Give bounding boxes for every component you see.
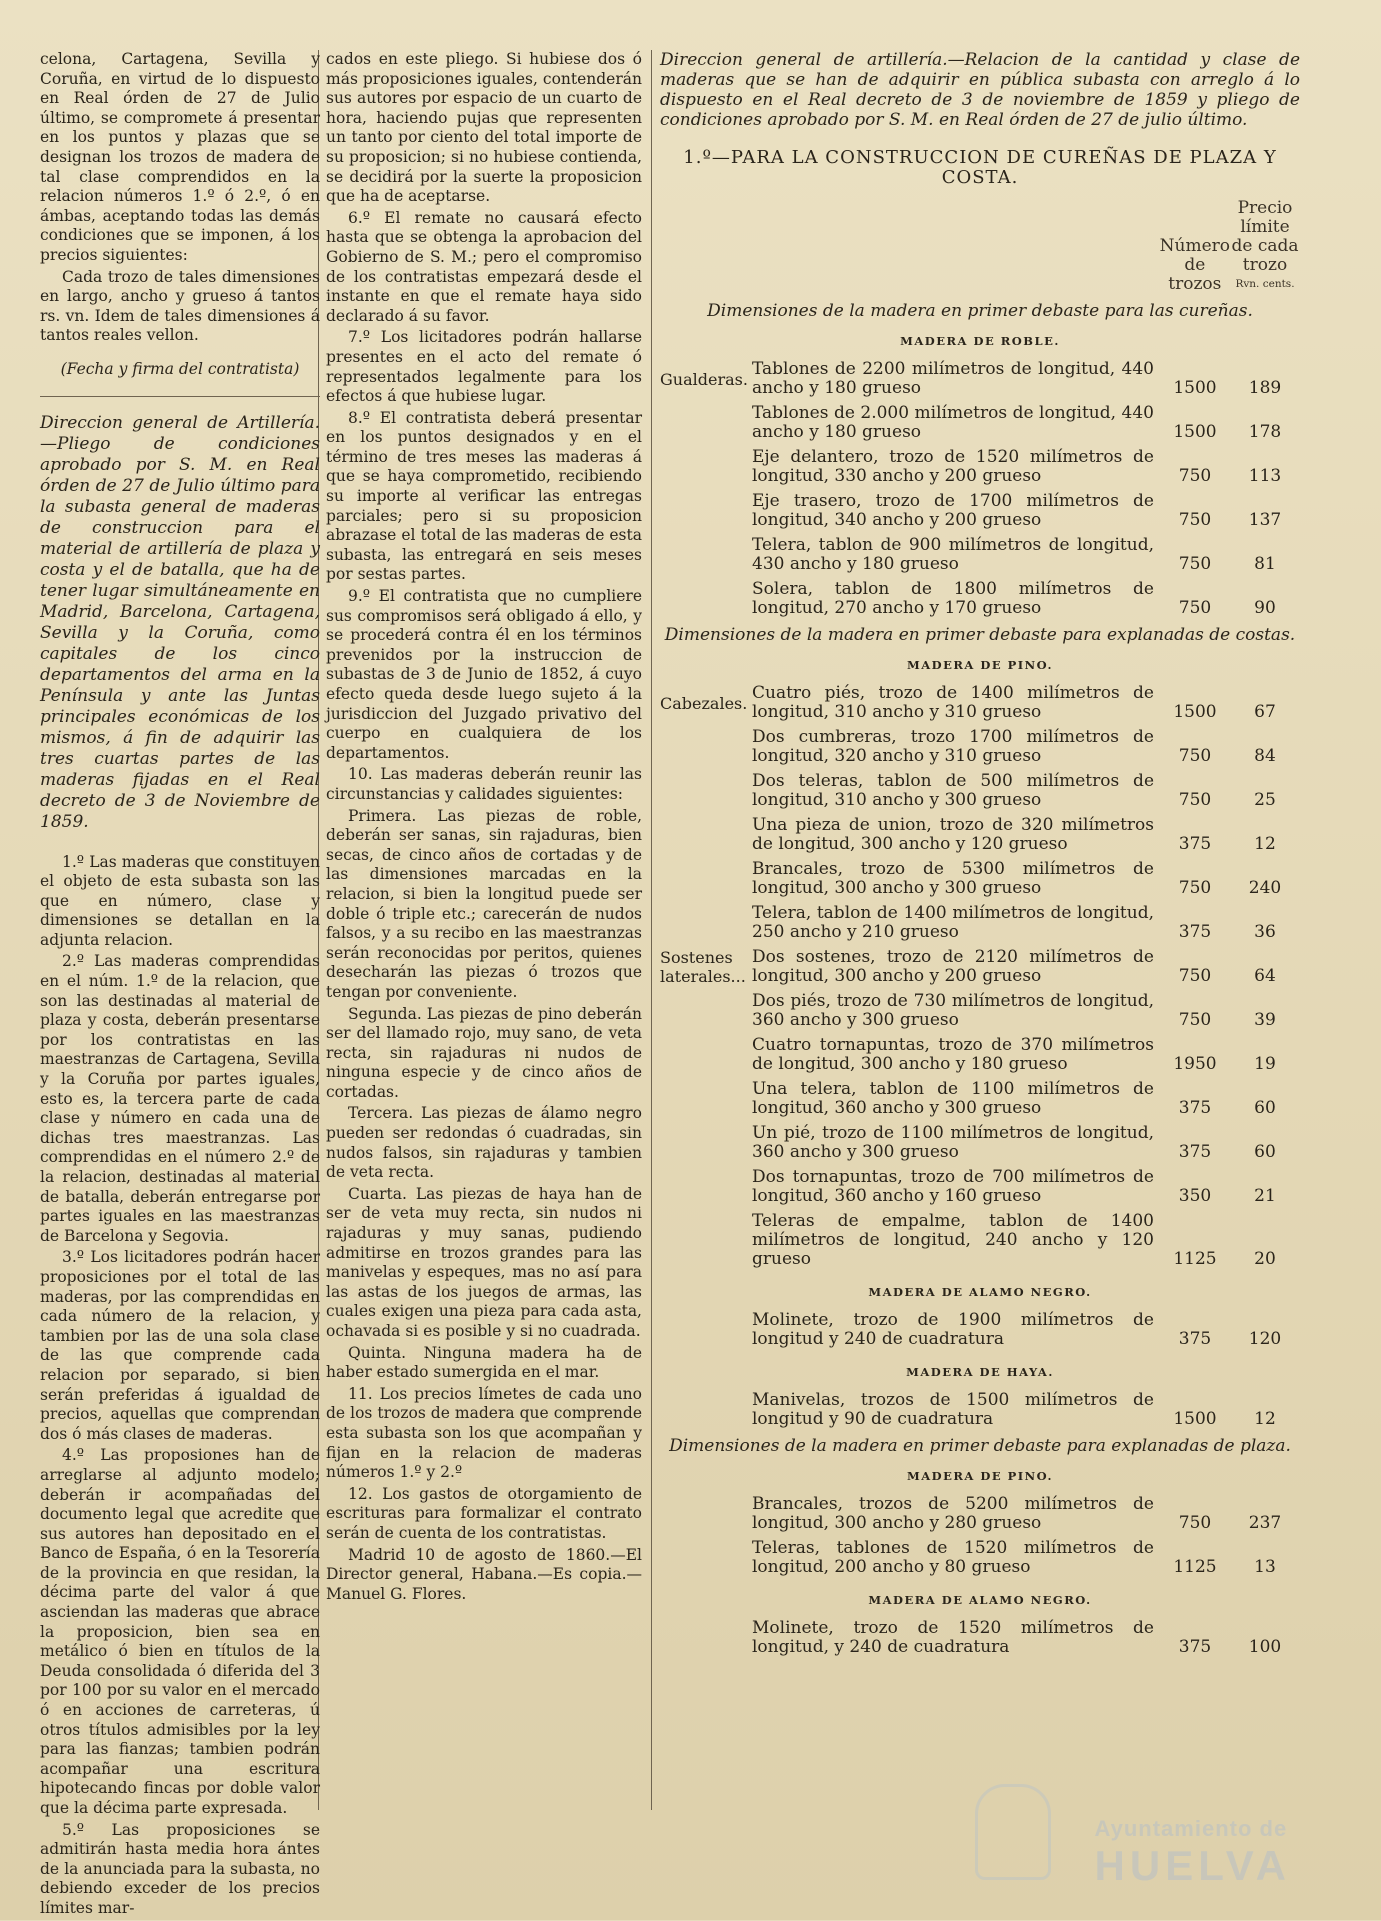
row-group xyxy=(660,1536,752,1580)
clause-paragraph: 3.º Los licitadores podrán hacer proposiciones por el total de las maderas, por las comprendidas en cada número de la relacion, y tambien por las de una sola clase de las que comprende cada relacion por separado, si bien serán preferidas á igualdad de precios, aquellas que comprendan dos ó más clases de maderas. xyxy=(40,1248,320,1443)
row-price: 189 xyxy=(1248,378,1282,398)
signature-line: (Fecha y firma del contratista) xyxy=(60,359,300,378)
row-num: 750 xyxy=(1178,466,1212,486)
column-right xyxy=(660,50,1300,1660)
row-group xyxy=(660,1033,752,1077)
row-num: 750 xyxy=(1178,598,1212,618)
table-row xyxy=(660,1165,1300,1209)
row-group xyxy=(660,1077,752,1121)
row-num: 375 xyxy=(1178,834,1212,854)
row-num: 350 xyxy=(1178,1186,1212,1206)
row-num: 750 xyxy=(1178,1513,1212,1533)
row-price: 12 xyxy=(1254,1409,1276,1429)
row-desc: Dos tornapuntas, trozo de 700 milímetros de longitud, 360 ancho y 160 grueso xyxy=(752,1167,1154,1206)
row-price: 39 xyxy=(1254,1010,1276,1030)
block-subtitle: Dimensiones de la madera en primer debaste para las cureñas. xyxy=(707,301,1253,321)
clause-paragraph: 7.º Los licitadores podrán hallarse presentes en el acto del remate ó representados legalmente para los efectos á que hubiese lugar. xyxy=(326,328,642,406)
table-row xyxy=(660,945,1300,989)
row-price: 178 xyxy=(1248,422,1282,442)
clause-paragraph: 8.º El contratista deberá presentar en los puntos designados y en el término de tres meses las maderas á que se haya comprometido, recibiendo su importe al verificar las entregas parciales; pero si su proposicion abrazase el total de las maderas de esta subasta, las entregará en seis meses por sestas partes. xyxy=(326,408,642,584)
header-precio xyxy=(1230,196,1300,297)
row-group xyxy=(660,577,752,621)
row-price: 36 xyxy=(1254,922,1276,942)
row-num: 1500 xyxy=(1173,422,1217,442)
row-price: 84 xyxy=(1254,746,1276,766)
row-desc: Eje trasero, trozo de 1700 milímetros de longitud, 340 ancho y 200 grueso xyxy=(752,491,1154,530)
row-num: 1500 xyxy=(1173,702,1217,722)
row-price: 100 xyxy=(1248,1637,1282,1657)
row-group xyxy=(660,1616,752,1660)
row-num: 375 xyxy=(1178,1142,1212,1162)
row-group xyxy=(660,1492,752,1536)
row-num: 1950 xyxy=(1173,1054,1217,1074)
header-units: Rvn. cents. xyxy=(1235,278,1295,290)
row-desc: Teleras de empalme, tablon de 1400 milímetros de longitud, 240 ancho y 120 grueso xyxy=(752,1211,1154,1269)
row-desc: Tablones de 2200 milímetros de longitud, 440 ancho y 180 grueso xyxy=(752,359,1154,398)
watermark xyxy=(1095,1816,1291,1890)
row-desc: Telera, tablon de 1400 milímetros de longitud, 250 ancho y 210 grueso xyxy=(752,903,1154,942)
row-price: 64 xyxy=(1254,966,1276,986)
closing-signature: Madrid 10 de agosto de 1860.—El Director general, Habana.—Es copia.—Manuel G. Flores. xyxy=(326,1545,642,1603)
table-row xyxy=(660,489,1300,533)
clause-paragraph: 12. Los gastos de otorgamiento de escrituras para formalizar el contrato serán de cuenta de los contratistas. xyxy=(326,1484,642,1542)
row-num: 1125 xyxy=(1173,1249,1217,1269)
clause-paragraph: Tercera. Las piezas de álamo negro pueden ser redondas ó cuadradas, sin nudos falsos, sin rajaduras y tambien de veta recta. xyxy=(326,1104,642,1182)
header-numero: Número de trozos xyxy=(1159,236,1230,294)
wood-table xyxy=(660,357,1300,621)
clause-paragraph: 11. Los precios límetes de cada uno de los trozos de madera que comprende esta subasta son los que acompañan y fijan en la relacion de maderas números 1.º y 2.º xyxy=(326,1384,642,1482)
wood-table xyxy=(660,1492,1300,1580)
row-desc: Brancales, trozo de 5300 milímetros de longitud, 300 ancho y 300 grueso xyxy=(752,859,1154,898)
row-price: 237 xyxy=(1248,1513,1282,1533)
table-row xyxy=(660,401,1300,445)
table-row xyxy=(660,1492,1300,1536)
table-row xyxy=(660,1536,1300,1580)
row-price: 137 xyxy=(1248,510,1282,530)
row-price: 81 xyxy=(1254,554,1276,574)
table-row xyxy=(660,445,1300,489)
row-price: 240 xyxy=(1248,878,1282,898)
row-desc: Una pieza de union, trozo de 320 milímetros de longitud, 300 ancho y 120 grueso xyxy=(752,815,1154,854)
row-group xyxy=(660,489,752,533)
row-price: 13 xyxy=(1254,1557,1276,1577)
row-num: 750 xyxy=(1178,1010,1212,1030)
intro-paragraph: celona, Cartagena, Sevilla y Coruña, en virtud de lo dispuesto en Real órden de 27 de Julio último, se compromete á presentar en los puntos y plazas que se designan los trozos de madera de tal clase comprendidos en la relacion números 1.º ó 2.º, ó en ámbas, aceptando todas las demás condiciones que se imponen, á los precios siguientes: xyxy=(40,50,320,264)
row-num: 750 xyxy=(1178,746,1212,766)
clause-paragraph: Cuarta. Las piezas de haya han de ser de veta muy recta, sin nudos ni rajaduras y muy sanas, pudiendo admitirse en trozos grandes para las manivelas y espeques, mas no así para las astas de los juegos de armas, las cuales exigen una pieza para cada asta, ochavada si es posible y si no cuadrada. xyxy=(326,1184,642,1340)
wood-type: MADERA DE ALAMO NEGRO. xyxy=(868,1593,1092,1607)
row-num: 750 xyxy=(1178,966,1212,986)
row-group xyxy=(660,401,752,445)
wood-type: MADERA DE ALAMO NEGRO. xyxy=(868,1285,1092,1299)
wood-table xyxy=(660,1308,1300,1352)
row-price: 12 xyxy=(1254,834,1276,854)
row-desc: Un pié, trozo de 1100 milímetros de longitud, 360 ancho y 300 grueso xyxy=(752,1123,1154,1162)
block-subtitle: Dimensiones de la madera en primer debaste para explanadas de plaza. xyxy=(669,1436,1291,1456)
wood-type: MADERA DE ROBLE. xyxy=(900,334,1060,348)
row-group: Sostenes laterales... xyxy=(660,948,746,986)
notice-title: Direccion general de Artillería.—Pliego de condiciones aprobado por S. M. en Real órden de 27 de Julio último para la subasta general de maderas de construccion para el material de artillería de plaza y costa y el de batalla, que ha de tener lugar simultáneamente en Madrid, Barcelona, Cartagena, Sevilla y la Coruña, como capitales de los cinco departamentos del arma en la Península y ante las Juntas principales económicas de los mismos, á fin de adquirir las tres cuartas partes de las maderas fijadas en el Real decreto de 3 de Noviembre de 1859. xyxy=(40,412,320,832)
row-group xyxy=(660,1121,752,1165)
clause-paragraph: Primera. Las piezas de roble, deberán ser sanas, sin rajaduras, bien secas, de cinco años de cortadas y de las dimensiones marcadas en la relacion, si bien la longitud puede ser doble ó triple etc.; carecerán de nudos falsos, y a su recibo en las maestranzas serán reconocidas por peritos, quienes desecharán las piezas ó trozos que tengan por conveniente. xyxy=(326,806,642,1001)
row-group xyxy=(660,1388,752,1432)
row-group xyxy=(660,989,752,1033)
row-price: 60 xyxy=(1254,1142,1276,1162)
row-desc: Solera, tablon de 1800 milímetros de longitud, 270 ancho y 170 grueso xyxy=(752,579,1154,618)
table-row xyxy=(660,1121,1300,1165)
clause-paragraph: 10. Las maderas deberán reunir las circunstancias y calidades siguientes: xyxy=(326,765,642,803)
clause-paragraph: 6.º El remate no causará efecto hasta que se obtenga la aprobacion del Gobierno de S. M.; pero el compromiso de los contratistas empezará desde el instante en que el remate haya sido declarado á su favor. xyxy=(326,208,642,325)
clause-paragraph: Quinta. Ninguna madera ha de haber estado sumergida en el mar. xyxy=(326,1343,642,1382)
table-row xyxy=(660,1077,1300,1121)
wood-table xyxy=(660,1616,1300,1660)
row-desc: Molinete, trozo de 1520 milímetros de longitud, y 240 de cuadratura xyxy=(752,1618,1154,1657)
table-row xyxy=(660,681,1300,725)
table-row xyxy=(660,577,1300,621)
wood-type: MADERA DE PINO. xyxy=(906,658,1053,672)
table-row xyxy=(660,533,1300,577)
row-num: 750 xyxy=(1178,554,1212,574)
clause-paragraph: 4.º Las proposiones han de arreglarse al adjunto modelo; deberán ir acompañadas del documento legal que acredite que sus autores han depositado en el Banco de España, ó en la Tesorería de la provincia en que residan, la décima parte del valor á que asciendan las maderas que abrace la proposicion, bien sea en metálico ó bien en títulos de la Deuda consolidada ó diferida del 3 por 100 por su valor en el mercado ó en acciones de carreteras, ú otros títulos admisibles por la ley para las fianzas; tambien podrán acompañar una escritura hipotecando fincas por doble valor que la décima parte expresada. xyxy=(40,1446,320,1817)
row-price: 25 xyxy=(1254,790,1276,810)
row-price: 60 xyxy=(1254,1098,1276,1118)
clause-paragraph: cados en este pliego. Si hubiese dos ó más proposiciones iguales, contenderán sus autores por espacio de un cuarto de hora, haciendo pujas que representen un tanto por ciento del total importe de su proposicion; si no hubiese contienda, se decidirá por la suerte la proposicion que ha de aceptarse. xyxy=(326,50,642,206)
table-row xyxy=(660,813,1300,857)
row-group xyxy=(660,769,752,813)
table-row xyxy=(660,1616,1300,1660)
crest-icon xyxy=(975,1784,1051,1880)
column-middle xyxy=(326,50,642,1606)
row-num: 1125 xyxy=(1173,1557,1217,1577)
divider xyxy=(40,396,320,397)
row-desc: Cuatro piés, trozo de 1400 milímetros de longitud, 310 ancho y 310 grueso xyxy=(752,683,1154,722)
row-price: 90 xyxy=(1254,598,1276,618)
row-desc: Tablones de 2.000 milímetros de longitud, 440 ancho y 180 grueso xyxy=(752,403,1154,442)
row-desc: Dos cumbreras, trozo 1700 milímetros de longitud, 320 ancho y 310 grueso xyxy=(752,727,1154,766)
wood-table xyxy=(660,196,1300,297)
row-group xyxy=(660,1308,752,1352)
table-row xyxy=(660,769,1300,813)
row-desc: Una telera, tablon de 1100 milímetros de longitud, 360 ancho y 300 grueso xyxy=(752,1079,1154,1118)
intro-paragraph: Cada trozo de tales dimensiones en largo, ancho y grueso á tantos rs. vn. Idem de tales dimensiones á tantos reales vellon. xyxy=(40,267,320,345)
row-desc: Eje delantero, trozo de 1520 milímetros de longitud, 330 ancho y 200 grueso xyxy=(752,447,1154,486)
watermark-line2: HUELVA xyxy=(1094,1842,1291,1889)
relation-title: Direccion general de artillería.—Relacion de la cantidad y clase de maderas que se han de adquirir en pública subasta con arreglo á lo dispuesto en el Real decreto de 3 de noviembre de 1859 y pliego de condiciones aprobado por S. M. en Real órden de 27 de julio último. xyxy=(660,50,1300,130)
table-row xyxy=(660,1209,1300,1272)
wood-type: MADERA DE PINO. xyxy=(906,1469,1053,1483)
table-row xyxy=(660,725,1300,769)
table-row xyxy=(660,1308,1300,1352)
row-group xyxy=(660,857,752,901)
row-num: 1500 xyxy=(1173,378,1217,398)
row-num: 375 xyxy=(1178,922,1212,942)
block-subtitle: Dimensiones de la madera en primer debaste para explanadas de costas. xyxy=(664,625,1296,645)
table-row xyxy=(660,901,1300,945)
row-price: 20 xyxy=(1254,1249,1276,1269)
clause-paragraph: 2.º Las maderas comprendidas en el núm. 1.º de la relacion, que son las destinadas al material de plaza y costa, deberán presentarse por los contratistas en las maestranzas de Cartagena, Sevilla y la Coruña por partes iguales, esto es, la tercera parte de cada clase y número en cada una de dichas tres maestranzas. Las comprendidas en el número 2.º de la relacion, destinadas al material de batalla, deberán entregarse por partes iguales en las maestranzas de Barcelona y Segovia. xyxy=(40,952,320,1245)
table-header-row xyxy=(660,196,1300,297)
row-group xyxy=(660,1165,752,1209)
row-group xyxy=(660,813,752,857)
row-group xyxy=(660,445,752,489)
row-desc: Dos teleras, tablon de 500 milímetros de longitud, 310 ancho y 300 grueso xyxy=(752,771,1154,810)
clause-paragraph: 1.º Las maderas que constituyen el objeto de esta subasta son las que en número, clase y dimensiones se detallan en la adjunta relacion. xyxy=(40,852,320,949)
table-row xyxy=(660,1388,1300,1432)
table-row xyxy=(660,989,1300,1033)
clause-paragraph: 5.º Las proposiciones se admitirán hasta media hora ántes de la anunciada para la subasta, no debiendo exceder de los precios límites mar- xyxy=(40,1820,320,1917)
row-price: 19 xyxy=(1254,1054,1276,1074)
row-num: 375 xyxy=(1178,1329,1212,1349)
clause-paragraph: 9.º El contratista que no cumpliere sus compromisos será obligado á ello, y se procederá contra él en los términos prevenidos por la instruccion de subastas de 3 de Junio de 1852, á cuyo efecto queda desde luego sujeto á la jurisdiccion del Juzgado privativo del cuerpo en cualquiera de los departamentos. xyxy=(326,587,642,762)
row-group xyxy=(660,901,752,945)
header-precio-label: Precio límite de cada trozo xyxy=(1231,198,1299,275)
row-group xyxy=(660,1209,752,1272)
row-desc: Dos sostenes, trozo de 2120 milímetros de longitud, 300 ancho y 200 grueso xyxy=(752,947,1154,986)
row-group xyxy=(660,533,752,577)
row-group: Gualderas. xyxy=(660,369,748,389)
row-group xyxy=(660,725,752,769)
column-rule xyxy=(651,50,652,1810)
wood-table xyxy=(660,1388,1300,1432)
wood-type: MADERA DE HAYA. xyxy=(906,1365,1054,1379)
row-desc: Molinete, trozo de 1900 milímetros de longitud y 240 de cuadratura xyxy=(752,1310,1154,1349)
row-num: 375 xyxy=(1178,1098,1212,1118)
row-desc: Telera, tablon de 900 milímetros de longitud, 430 ancho y 180 grueso xyxy=(752,535,1154,574)
column-left xyxy=(40,50,320,1921)
row-price: 120 xyxy=(1248,1329,1282,1349)
row-desc: Dos piés, trozo de 730 milímetros de longitud, 360 ancho y 300 grueso xyxy=(752,991,1154,1030)
row-desc: Teleras, tablones de 1520 milímetros de longitud, 200 ancho y 80 grueso xyxy=(752,1538,1154,1577)
clause-paragraph: Segunda. Las piezas de pino deberán ser del llamado rojo, muy sano, de veta recta, sin rajaduras ni nudos de ninguna especie y de cinco años de cortadas. xyxy=(326,1004,642,1101)
row-num: 750 xyxy=(1178,878,1212,898)
table-row xyxy=(660,357,1300,401)
row-price: 67 xyxy=(1254,702,1276,722)
row-num: 750 xyxy=(1178,510,1212,530)
row-group: Cabezales. xyxy=(660,693,748,713)
row-price: 113 xyxy=(1248,466,1282,486)
row-num: 750 xyxy=(1178,790,1212,810)
row-num: 1500 xyxy=(1173,1409,1217,1429)
row-num: 375 xyxy=(1178,1637,1212,1657)
wood-table xyxy=(660,681,1300,1272)
table-row xyxy=(660,1033,1300,1077)
table-row xyxy=(660,857,1300,901)
row-price: 21 xyxy=(1254,1186,1276,1206)
row-desc: Manivelas, trozos de 1500 milímetros de longitud y 90 de cuadratura xyxy=(752,1390,1154,1429)
row-desc: Cuatro tornapuntas, trozo de 370 milímetros de longitud, 300 ancho y 180 grueso xyxy=(752,1035,1154,1074)
row-desc: Brancales, trozos de 5200 milímetros de longitud, 300 ancho y 280 grueso xyxy=(752,1494,1154,1533)
section-heading: 1.º—PARA LA CONSTRUCCION DE CUREÑAS DE PLAZA Y COSTA. xyxy=(683,147,1277,188)
watermark-line1: Ayuntamiento de xyxy=(1094,1816,1288,1841)
